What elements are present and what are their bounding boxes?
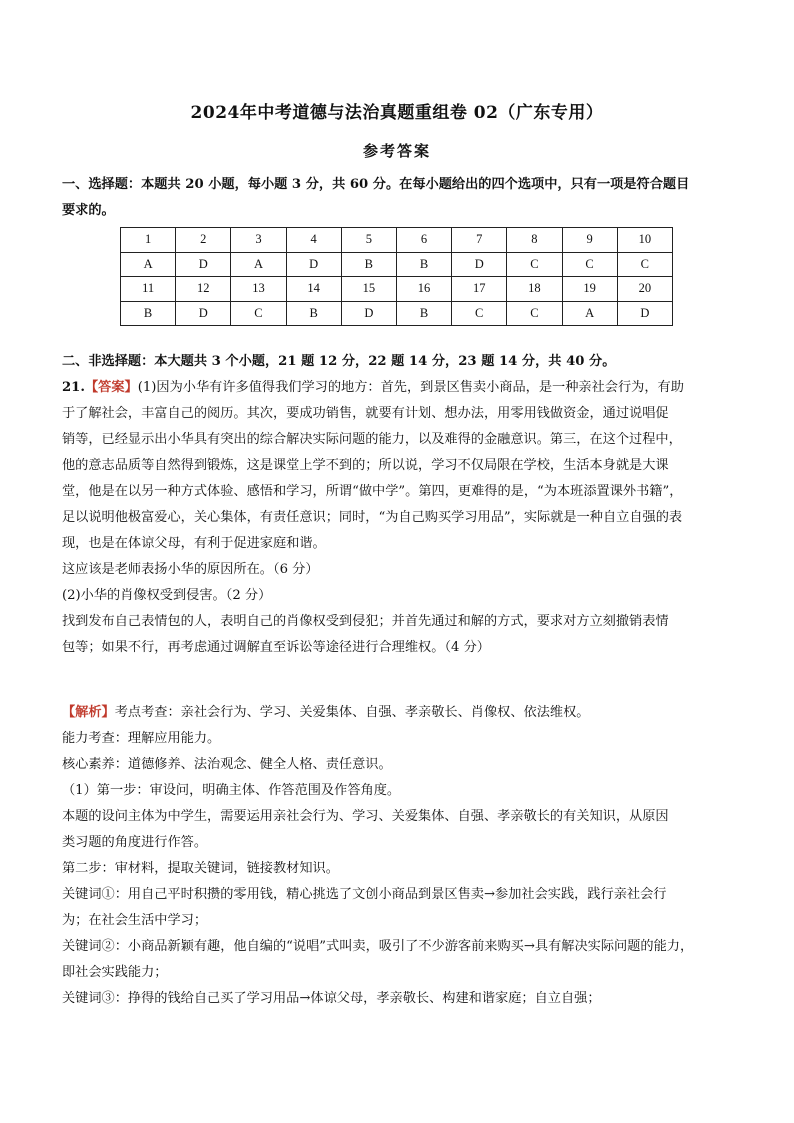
- table-cell: 11: [121, 277, 176, 302]
- table-cell: B: [341, 252, 396, 277]
- table-cell: 18: [507, 277, 562, 302]
- table-cell: 15: [341, 277, 396, 302]
- answer-table: [120, 227, 673, 326]
- table-cell: 4: [286, 228, 341, 253]
- analysis-line: 本题的设问主体为中学生，需要运用亲社会行为、学习、关爱集体、自强、孝亲敬长的有关知识，从原因: [62, 809, 669, 824]
- table-cell: 9: [562, 228, 617, 253]
- table-cell: 13: [231, 277, 286, 302]
- table-cell: A: [121, 252, 176, 277]
- table-cell: D: [341, 301, 396, 326]
- table-cell: 6: [396, 228, 451, 253]
- table-cell: C: [507, 252, 562, 277]
- answer-tag: 【答案】: [84, 380, 138, 395]
- table-cell: A: [231, 252, 286, 277]
- table-cell: 14: [286, 277, 341, 302]
- table-cell: D: [617, 301, 672, 326]
- answer-line: 现，也是在体谅父母，有利于促进家庭和谐。: [62, 536, 326, 551]
- table-cell: 17: [452, 277, 507, 302]
- answer-line: 于了解社会，丰富自己的阅历。其次，要成功销售，就要有计划、想办法，用零用钱做资金，通过说唱促: [62, 406, 669, 421]
- table-cell: 16: [396, 277, 451, 302]
- table-cell: C: [562, 252, 617, 277]
- section1-heading: [62, 172, 734, 224]
- analysis-line: 能力考查：理解应用能力。: [62, 731, 221, 746]
- analysis-line: 即社会实践能力；: [62, 965, 168, 980]
- table-cell: D: [176, 252, 231, 277]
- table-cell: 2: [176, 228, 231, 253]
- analysis-tag: 【解析】: [62, 705, 115, 720]
- q21-answer: [62, 375, 734, 661]
- analysis-line: 关键词②：小商品新颖有趣，他自编的“说唱”式叫卖，吸引了不少游客前来购买→具有解决实际问题的能力，: [62, 939, 694, 954]
- table-cell: B: [396, 301, 451, 326]
- analysis-line: 类习题的角度进行作答。: [62, 835, 208, 850]
- table-cell: C: [452, 301, 507, 326]
- analysis-line: 关键词③：挣得的钱给自己买了学习用品→体谅父母，孝亲敬长、构建和谐家庭；自立自强；: [62, 991, 601, 1006]
- table-cell: 3: [231, 228, 286, 253]
- analysis-line: 为；在社会生活中学习；: [62, 913, 208, 928]
- table-cell: 8: [507, 228, 562, 253]
- answer-line: 包等；如果不行，再考虑通过调解直至诉讼等途径进行合理维权。（4 分）: [62, 640, 490, 655]
- section1-line2: 要求的。: [62, 203, 115, 218]
- analysis-line: 第二步：审材料，提取关键词，链接教材知识。: [62, 861, 339, 876]
- table-cell: C: [617, 252, 672, 277]
- answer-line: 堂，他是在以另一种方式体验、感悟和学习，所谓“做中学”。第四，更难得的是，“为本班添置课外书籍”，: [62, 484, 683, 499]
- table-cell: 1: [121, 228, 176, 253]
- analysis-line: 核心素养：道德修养、法治观念、健全人格、责任意识。: [62, 757, 392, 772]
- table-cell: 19: [562, 277, 617, 302]
- table-cell: 7: [452, 228, 507, 253]
- analysis-line: 关键词①：用自己平时积攒的零用钱，精心挑选了文创小商品到景区售卖→参加社会实践，践行亲社会行: [62, 887, 667, 902]
- analysis-first-line: [62, 700, 734, 726]
- table-cell: 5: [341, 228, 396, 253]
- table-cell: B: [121, 301, 176, 326]
- section2-heading: 二、非选择题：本大题共 3 个小题，21 题 12 分，22 题 14 分，23 题 14 分，共 40 分。: [62, 354, 616, 369]
- table-cell: B: [286, 301, 341, 326]
- table-row: [121, 277, 673, 302]
- answer-line: 足以说明他极富爱心，关心集体，有责任意识；同时，“为自己购买学习用品”，实际就是一种自立自强的表: [62, 510, 683, 525]
- q21-analysis: [62, 700, 734, 1012]
- table-cell: 20: [617, 277, 672, 302]
- table-cell: C: [507, 301, 562, 326]
- table-cell: C: [231, 301, 286, 326]
- table-cell: 10: [617, 228, 672, 253]
- section1-line1: 一、选择题：本题共 20 小题，每小题 3 分，共 60 分。在每小题给出的四个选项中，只有一项是符合题目: [62, 177, 690, 192]
- q21-answer-first-line: [62, 375, 734, 401]
- table-row: [121, 301, 673, 326]
- table-cell: D: [176, 301, 231, 326]
- answer-line: 他的意志品质等自然得到锻炼，这是课堂上学不到的；所以说，学习不仅局限在学校，生活本身就是大课: [62, 458, 669, 473]
- table-cell: A: [562, 301, 617, 326]
- table-cell: D: [452, 252, 507, 277]
- table-cell: 12: [176, 277, 231, 302]
- table-row: [121, 228, 673, 253]
- page-subtitle: 参考答案: [362, 142, 431, 160]
- analysis-line: （1）第一步：审设问，明确主体、作答范围及作答角度。: [62, 783, 401, 798]
- analysis-line: 考点考查：亲社会行为、学习、关爱集体、自强、孝亲敬长、肖像权、依法维权。: [114, 705, 590, 720]
- page-title: 2024年中考道德与法治真题重组卷 02（广东专用）: [190, 103, 604, 123]
- table-cell: B: [396, 252, 451, 277]
- answer-line: (2)小华的肖像权受到侵害。（2 分）: [62, 588, 272, 603]
- table-row: [121, 252, 673, 277]
- answer-line: (1)因为小华有许多值得我们学习的地方：首先，到景区售卖小商品，是一种亲社会行为，有助: [137, 380, 684, 395]
- answer-line: 销等，已经显示出小华具有突出的综合解决实际问题的能力，以及难得的金融意识。第三，在这个过程中，: [62, 432, 682, 447]
- answer-line: 这应该是老师表扬小华的原因所在。（6 分）: [62, 562, 319, 577]
- answer-line: 找到发布自己表情包的人，表明自己的肖像权受到侵犯；并首先通过和解的方式，要求对方立刻撤销表情: [62, 614, 669, 629]
- table-cell: D: [286, 252, 341, 277]
- q21-number: 21.: [62, 380, 85, 395]
